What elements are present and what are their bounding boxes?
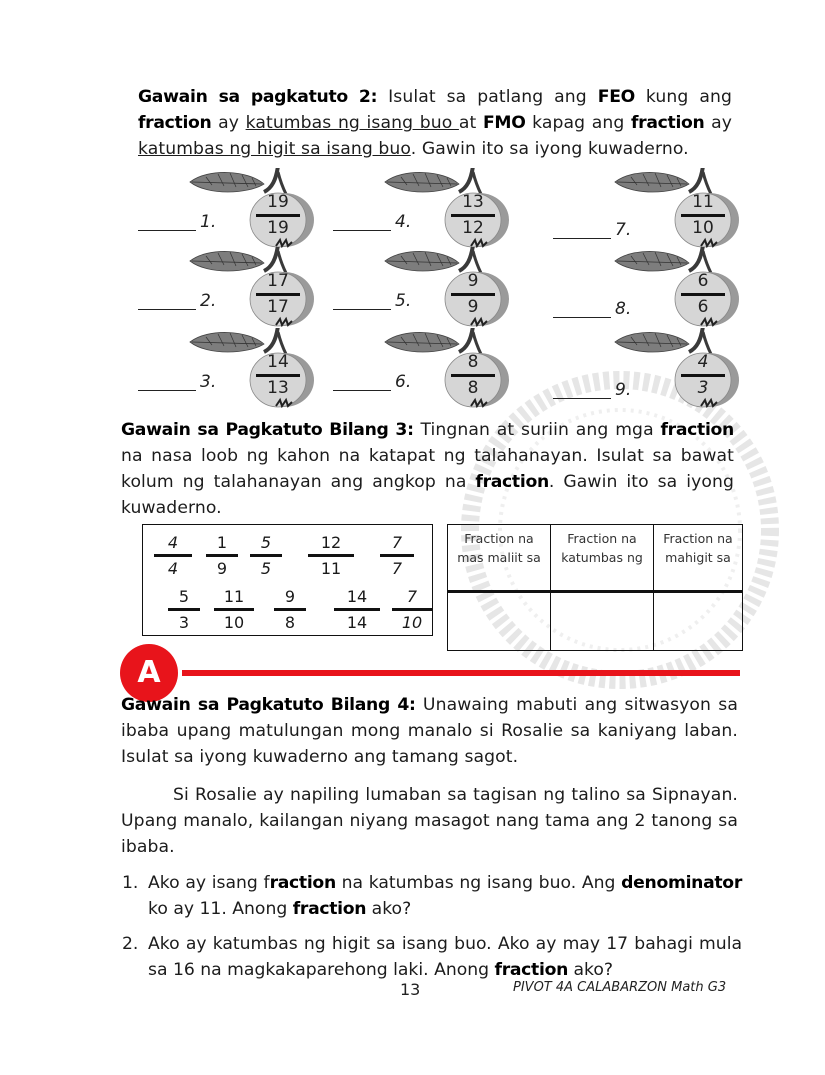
- question-2: 2. Ako ay katumbas ng higit sa isang buo. Ako ay may 17 bahagi mula sa 16 na magkakaparehong laki. Anong fraction ako?: [122, 934, 742, 980]
- answer-cell-greater-than-one[interactable]: [654, 592, 743, 651]
- fraction-box: [142, 524, 433, 636]
- activity4-story: Si Rosalie ay napiling lumaban sa tagisan ng talino sa Sipnayan. Upang manalo, kailangan niyang masagot nang tama ang 2 tanong sa ibaba.: [121, 785, 738, 857]
- box-fraction-2: [201, 533, 243, 578]
- numerator: 14: [346, 587, 368, 606]
- item-number: 5.: [395, 291, 412, 311]
- box-fraction-6: [163, 587, 205, 632]
- activity2-instructions: Gawain sa pagkatuto 2: Isulat sa patlang ang FEO kung ang fraction ay katumbas ng isang buo at FMO kapag ang fraction ay katumbas ng higit sa isang buo. Gawin ito sa iyong kuwaderno.: [138, 87, 732, 159]
- numerator: 11: [223, 587, 245, 606]
- box-fraction-8: [269, 587, 311, 632]
- fraction-denominator: 9: [467, 297, 479, 317]
- denominator: 8: [284, 613, 296, 632]
- apple-item-8: [553, 247, 753, 327]
- numerator: 5: [178, 587, 190, 606]
- fraction-bar: [256, 293, 300, 296]
- question-list: [122, 870, 742, 992]
- footer-title: PIVOT 4A CALABARZON Math G3: [513, 980, 727, 995]
- box-fraction-9: [329, 587, 385, 632]
- denominator: 10: [223, 613, 245, 632]
- fraction-denominator: 6: [697, 297, 709, 317]
- fraction-bar: [154, 554, 192, 557]
- fraction-denominator: 17: [267, 297, 289, 317]
- box-fraction-3: [245, 533, 287, 578]
- fraction-bar: [392, 608, 432, 611]
- numerator: 9: [284, 587, 296, 606]
- fraction-bar: [380, 554, 414, 557]
- fraction-denominator: 8: [467, 378, 479, 398]
- fraction-bar: [274, 608, 306, 611]
- box-fraction-5: [375, 533, 419, 578]
- page-number: 13: [400, 980, 421, 999]
- fraction-bar: [256, 374, 300, 377]
- item-number: 8.: [615, 299, 632, 319]
- item-number: 7.: [615, 220, 632, 240]
- fraction-bar: [451, 214, 495, 217]
- apple-item-7: [553, 168, 753, 248]
- denominator: 14: [346, 613, 368, 632]
- apple-item-4: [333, 168, 533, 248]
- fraction-bar: [250, 554, 282, 557]
- fraction-numerator: 17: [267, 271, 289, 291]
- question-1: 1. Ako ay isang fraction na katumbas ng isang buo. Ang denominator ko ay 11. Anong fraction ako?: [122, 873, 742, 919]
- apple-item-5: [333, 247, 533, 327]
- fraction-numerator: 9: [467, 271, 479, 291]
- fraction-denominator: 10: [692, 218, 714, 238]
- apple-item-2: [138, 247, 338, 327]
- fraction-bar: [334, 608, 380, 611]
- section-a-badge: A: [120, 644, 178, 702]
- fraction-numerator: 4: [697, 352, 709, 372]
- numerator: 7: [391, 533, 403, 552]
- fraction-numerator: 6: [697, 271, 709, 291]
- classification-table: [447, 524, 743, 651]
- fraction-bar: [681, 374, 725, 377]
- numerator: 1: [216, 533, 228, 552]
- apple-item-1: [138, 168, 338, 248]
- fraction-numerator: 13: [462, 192, 484, 212]
- denominator: 7: [391, 559, 403, 578]
- box-fraction-1: [149, 533, 197, 578]
- fraction-bar: [308, 554, 354, 557]
- numerator: 4: [167, 533, 179, 552]
- fraction-bar: [168, 608, 200, 611]
- activity2-title: Gawain sa pagkatuto 2:: [138, 87, 378, 107]
- activity4-instructions: Gawain sa Pagkatuto Bilang 4: Unawaing mabuti ang sitwasyon sa ibaba upang matulungan mong manalo si Rosalie sa kaniyang laban. Isulat sa iyong kuwaderno ang tamang sagot.: [121, 695, 738, 767]
- denominator: 4: [167, 559, 179, 578]
- item-number: 3.: [200, 372, 217, 392]
- numerator: 12: [320, 533, 342, 552]
- box-fraction-10: [387, 587, 437, 632]
- fraction-bar: [451, 293, 495, 296]
- fraction-numerator: 14: [267, 352, 289, 372]
- apple-item-6: [333, 328, 533, 408]
- activity3-instructions: Gawain sa Pagkatuto Bilang 3: Tingnan at suriin ang mga fraction na nasa loob ng kahon na katapat ng talahanayan. Isulat sa bawat kolum ng talahanayan ang angkop na fraction. Gawin ito sa iyong kuwaderno.: [121, 420, 734, 518]
- fraction-numerator: 8: [467, 352, 479, 372]
- header-equal-to-one: Fraction na katumbas ng: [551, 525, 654, 592]
- apple-item-3: [138, 328, 338, 408]
- activity4-title: Gawain sa Pagkatuto Bilang 4:: [121, 695, 416, 715]
- box-fraction-4: [303, 533, 359, 578]
- denominator: 5: [260, 559, 272, 578]
- denominator: 9: [216, 559, 228, 578]
- box-fraction-7: [209, 587, 259, 632]
- apple-item-9: [553, 328, 753, 408]
- activity3-title: Gawain sa Pagkatuto Bilang 3:: [121, 420, 414, 440]
- fraction-denominator: 12: [462, 218, 484, 238]
- section-divider-line: [182, 670, 740, 676]
- fraction-bar: [681, 214, 725, 217]
- item-number: 9.: [615, 380, 632, 400]
- item-number: 1.: [200, 212, 217, 232]
- header-greater-than-one: Fraction na mahigit sa: [654, 525, 743, 592]
- fraction-bar: [256, 214, 300, 217]
- numerator: 5: [260, 533, 272, 552]
- denominator: 3: [178, 613, 190, 632]
- item-number: 4.: [395, 212, 412, 232]
- denominator: 10: [401, 613, 423, 632]
- numerator: 7: [406, 587, 418, 606]
- fraction-bar: [206, 554, 238, 557]
- item-number: 2.: [200, 291, 217, 311]
- denominator: 11: [320, 559, 342, 578]
- answer-cell-equal-to-one[interactable]: [551, 592, 654, 651]
- item-number: 6.: [395, 372, 412, 392]
- fraction-denominator: 13: [267, 378, 289, 398]
- fraction-denominator: 3: [697, 378, 709, 398]
- fraction-bar: [681, 293, 725, 296]
- fraction-numerator: 19: [267, 192, 289, 212]
- fraction-bar: [214, 608, 254, 611]
- fraction-bar: [451, 374, 495, 377]
- answer-cell-less-than-one[interactable]: [448, 592, 551, 651]
- header-less-than-one: Fraction na mas maliit sa: [448, 525, 551, 592]
- fraction-denominator: 19: [267, 218, 289, 238]
- fraction-numerator: 11: [692, 192, 714, 212]
